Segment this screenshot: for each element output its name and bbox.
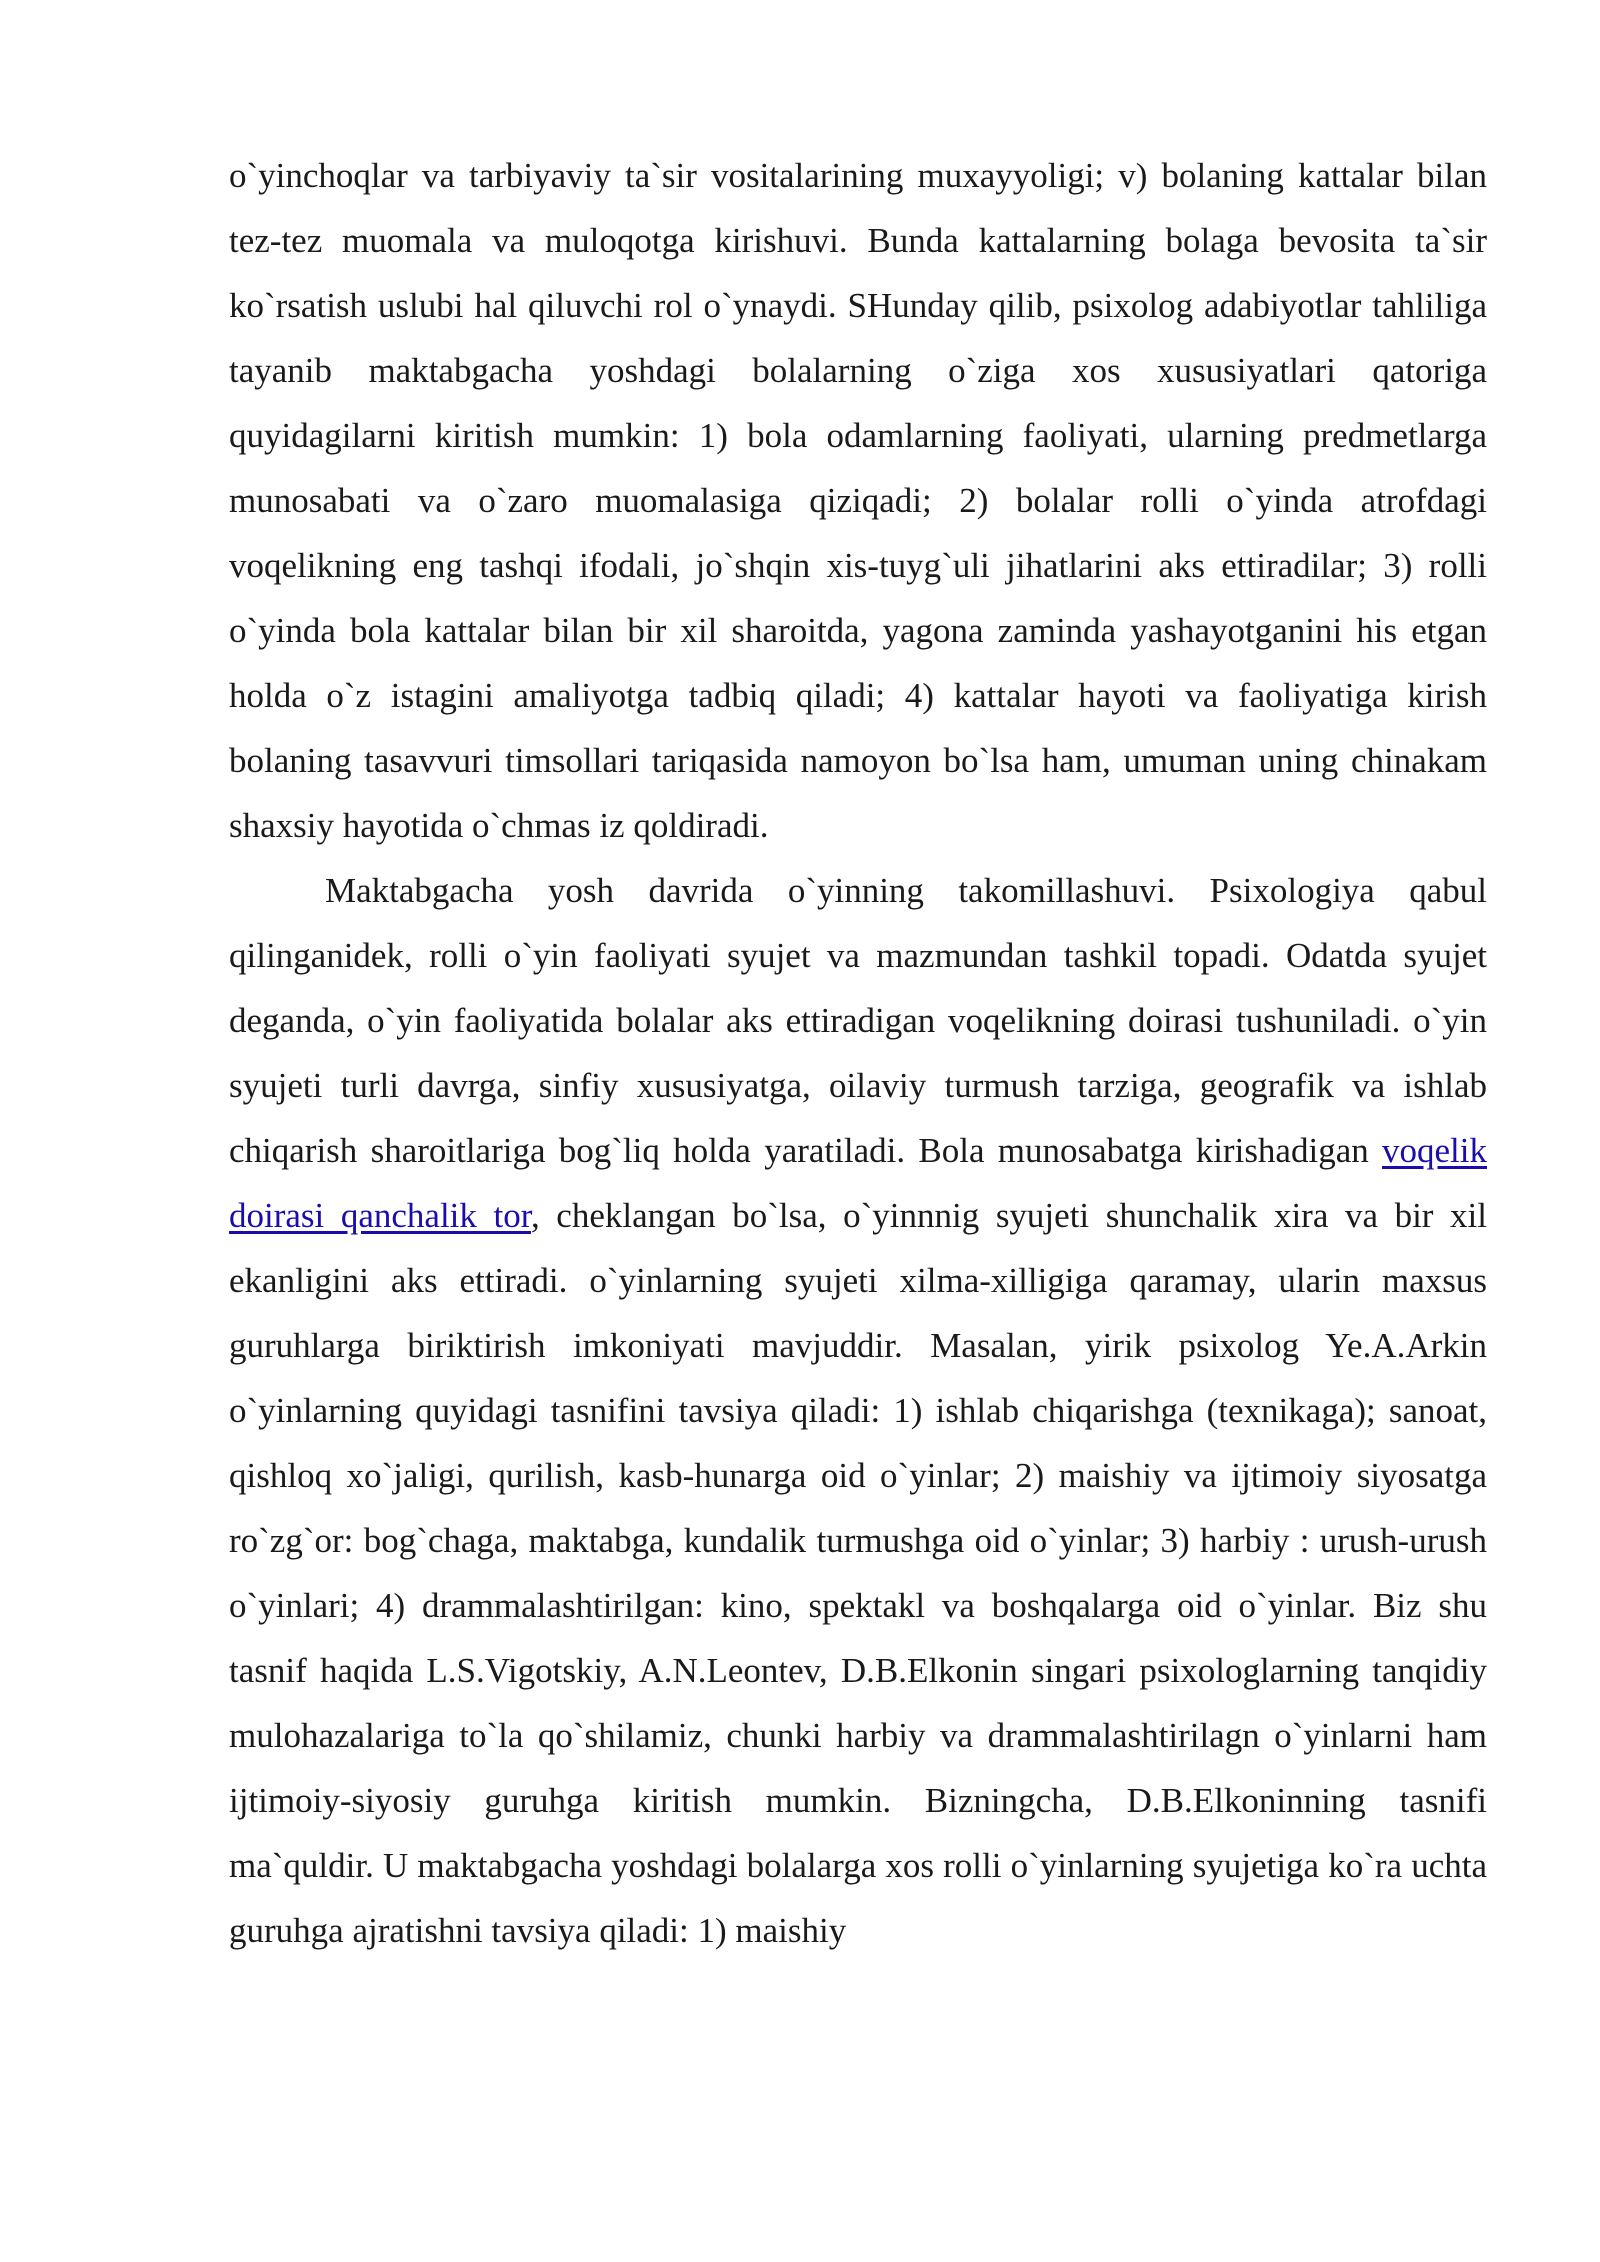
hyperlink[interactable]: voqelik doirasi qanchalik tor <box>229 1131 1487 1235</box>
paragraph-continuation: o`yinchoqlar va tarbiyaviy ta`sir vositalarining muxayyoligi; v) bolaning kattalar bilan tez-tez muomala va muloqotga kirishuvi. Bunda kattalarning bolaga bevosita ta`sir ko`rsatish uslubi hal qiluvchi rol o`ynaydi. SHunday qilib, psixolog adabiyotlar tahliliga tayanib maktabgacha yoshdagi bolalarning o`ziga xos xususiyatlari qatoriga quyidagilarni kiritish mumkin: 1) bola odamlarning faoliyati, ularning predmetlarga munosabati va o`zaro muomalasiga qiziqadi; 2) bolalar rolli o`yinda atrofdagi voqelikning eng tashqi ifodali, jo`shqin xis-tuyg`uli jihatlarini aks ettiradilar; 3) rolli o`yinda bola kattalar bilan bir xil sharoitda, yagona zaminda yashayotganini his etgan holda o`z istagini amaliyotga tadbiq qiladi; 4) kattalar hayoti va faoliyatiga kirish bolaning tasavvuri timsollari tariqasida namoyon bo`lsa ham, umuman uning chinakam shaxsiy hayotida o`chmas iz qoldiradi. <box>229 156 1487 845</box>
paragraph-text-before-link: Maktabgacha yosh davrida o`yinning takomillashuvi. Psixologiya qabul qilinganidek, rolli o`yin faoliyati syujet va mazmundan tashkil topadi. Odatda syujet deganda, o`yin faoliyatida bolalar aks ettiradigan voqelikning doirasi tushuniladi. o`yin syujeti turli davrga, sinfiy xususiyatga, oilaviy turmush tarziga, geografik va ishlab chiqarish sharoitlariga bog`liq holda yaratiladi. Bola munosabatga kirishadigan <box>229 871 1487 1170</box>
paragraph-text-after-link: , cheklangan bo`lsa, o`yinnnig syujeti shunchalik xira va bir xil ekanligini aks ettiradi. o`yinlarning syujeti xilma-xilligiga qaramay, ularin maxsus guruhlarga biriktirish imkoniyati mavjuddir. Masalan, yirik psixolog Ye.A.Arkin o`yinlarning quyidagi tasnifini tavsiya qiladi: 1) ishlab chiqarishga (texnikaga); sanoat, qishloq xo`jaligi, qurilish, kasb-hunarga oid o`yinlar; 2) maishiy va ijtimoiy siyosatga ro`zg`or: bog`chaga, maktabga, kundalik turmushga oid o`yinlar; 3) harbiy : urush-urush o`yinlari; 4) drammalashtirilgan: kino, spektakl va boshqalarga oid o`yinlar. Biz shu tasnif haqida L.S.Vigotskiy, A.N.Leontev, D.B.Elkonin singari psixologlarning tanqidiy mulohazalariga to`la qo`shilamiz, chunki harbiy va drammalashtirilagn o`yinlarni ham ijtimoiy-siyosiy guruhga kiritish mumkin. Bizningcha, D.B.Elkoninning tasnifi ma`quldir. U maktabgacha yoshdagi bolalarga xos rolli o`yinlarning syujetiga ko`ra uchta guruhga ajratishni tavsiya qiladi: 1) maishiy <box>229 1196 1487 1950</box>
paragraph-game-development <box>229 858 1487 1963</box>
document-page <box>229 143 1487 1963</box>
